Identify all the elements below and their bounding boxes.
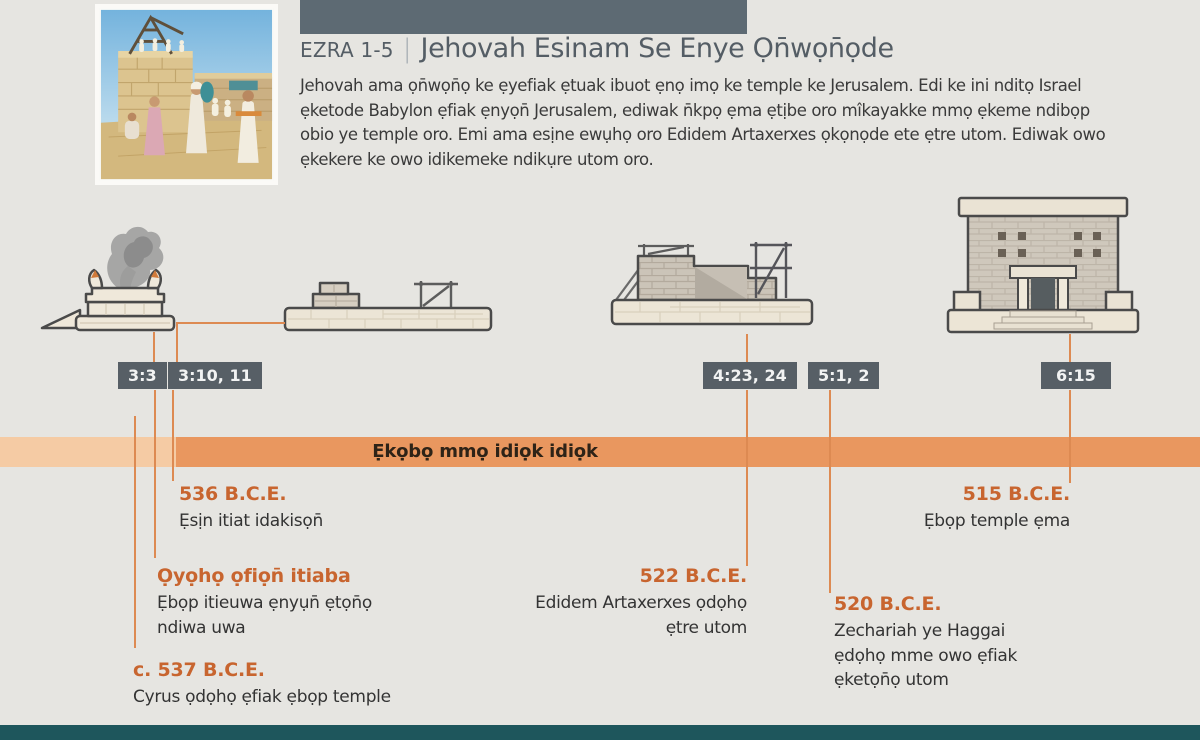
scripture-chip-5-1: 5:1, 2 xyxy=(808,362,879,389)
event-date: Ọyọhọ ọfiọn̄ itiaba xyxy=(157,565,351,587)
scripture-reference: EZRA 1-5 xyxy=(300,38,394,62)
event-date: 520 B.C.E. xyxy=(834,593,942,615)
connector-event-522 xyxy=(746,390,748,566)
temple-foundation-illustration xyxy=(283,276,495,332)
event-text: Ẹsịn itiat idakisọn̄ xyxy=(179,511,323,531)
event-date: 522 B.C.E. xyxy=(639,565,747,587)
title-text: Jehovah Esinam Se Enye Ọn̄wọn̄ọde xyxy=(420,33,894,64)
event-date: 536 B.C.E. xyxy=(179,483,287,505)
event-522 xyxy=(507,566,747,640)
connector-foundation-horizontal xyxy=(178,322,285,324)
scripture-chip-6-15: 6:15 xyxy=(1041,362,1111,389)
connector-walls xyxy=(746,334,748,363)
event-text: ẹtre utom xyxy=(665,617,747,638)
connector-event-520 xyxy=(829,390,831,593)
completed-temple-illustration xyxy=(946,192,1140,334)
event-text: Ẹbọp itieuwa ẹnyụn̄ ẹtọn̄ọ xyxy=(157,593,372,613)
connector-event-536 xyxy=(172,390,174,481)
event-text: Ẹbọp temple ẹma xyxy=(923,511,1070,531)
event-520 xyxy=(834,594,1017,693)
scripture-chip-4-23: 4:23, 24 xyxy=(703,362,797,389)
event-text: Cyrus ọdọhọ ẹfiak ẹbọp temple xyxy=(133,687,391,707)
event-text: ndiwa uwa xyxy=(157,617,246,638)
scripture-chip-3-3: 3:3 xyxy=(118,362,167,389)
timeline-band-light xyxy=(0,437,176,467)
connector-event-seventh-month xyxy=(154,390,156,558)
event-text: Edidem Artaxerxes ọdọhọ xyxy=(535,593,747,613)
event-date: 515 B.C.E. xyxy=(962,483,1070,505)
band-label: Ẹkọbọ mmọ idiọk idiọk xyxy=(372,441,598,462)
event-date: c. 537 B.C.E. xyxy=(133,659,265,681)
event-text: ẹketọn̄ọ utom xyxy=(834,670,949,690)
title-divider: | xyxy=(402,34,412,64)
event-537 xyxy=(133,660,391,710)
connector-temple xyxy=(1069,334,1071,363)
connector-altar xyxy=(153,332,155,363)
walls-under-construction-illustration xyxy=(610,236,825,334)
connector-event-515 xyxy=(1069,390,1071,483)
event-515 xyxy=(840,484,1070,534)
event-text: ẹdọhọ mme owo ẹfiak xyxy=(834,645,1018,666)
footer-accent-bar xyxy=(0,725,1200,740)
event-seventh-month xyxy=(157,566,372,640)
event-text: Zechariah ye Haggai xyxy=(834,621,1006,641)
page-title xyxy=(300,33,894,64)
connector-event-537 xyxy=(134,416,136,648)
smoking-altar-illustration xyxy=(40,224,192,334)
header-accent-bar xyxy=(300,0,747,34)
scripture-chip-3-10: 3:10, 11 xyxy=(168,362,262,389)
temple-construction-painting xyxy=(95,4,278,185)
intro-paragraph: Jehovah ama ọn̄wọn̄ọ ke ẹyefiak ẹtuak ibuot ẹnọ imọ ke temple ke Jerusalem. Edi ke ini nditọ Israel ẹketode Babylon ẹfiak ẹnyọn̄ Jerusalem, ediwak n̄kpọ ẹma ẹtịbe oro mîkayakke mmọ ẹkeme ndibọp obio ye temple oro. Emi ama esịne ewụhọ oro Edidem Artaxerxes ọkọnọde ete ẹtre utom. Ediwak owo ẹkekere ke owo idikemeke ndikụre utom oro. xyxy=(300,76,1106,169)
event-536 xyxy=(179,484,323,534)
connector-foundation-vertical xyxy=(176,322,178,363)
